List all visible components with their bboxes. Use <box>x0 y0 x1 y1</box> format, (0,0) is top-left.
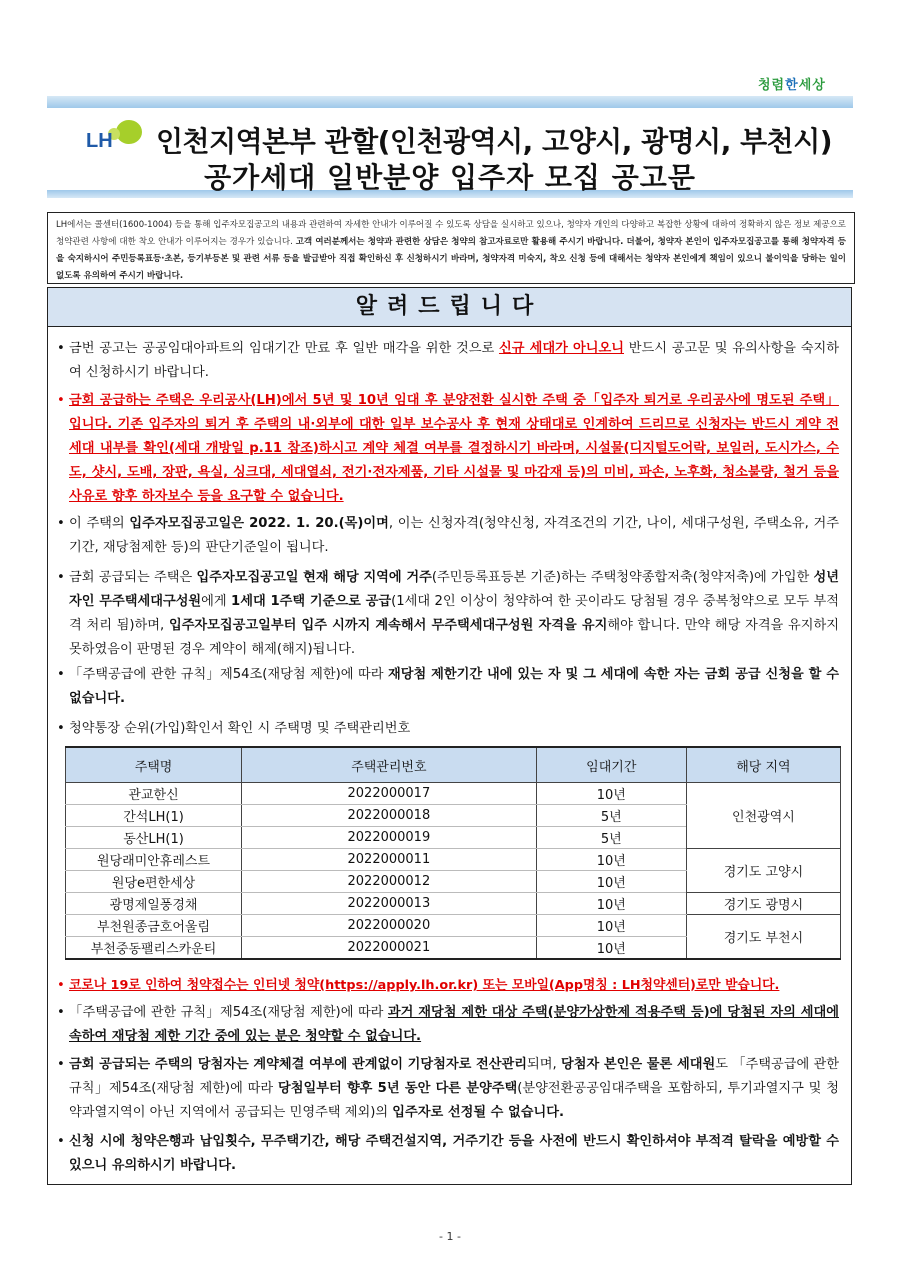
cell-name: 간석LH(1) <box>66 805 242 827</box>
cell-name: 관교한신 <box>66 783 242 805</box>
bullet: • <box>57 721 65 736</box>
cell-code: 2022000011 <box>242 849 537 871</box>
paragraph-new-household <box>57 337 839 385</box>
housing-table <box>65 746 841 960</box>
table-row <box>66 893 841 915</box>
bullet: • <box>57 341 65 356</box>
page-title-line-2: 공가세대 일반분양 입주자 모집 공고문 <box>204 161 696 194</box>
p3-bold: 입주자모집공고일은 2022. 1. 20.(목)이며 <box>129 516 389 531</box>
p1-text-c: 반드시 공고문 및 유의사항을 숙지하여 신청하시기 바랍니다. <box>69 341 839 380</box>
p6-text: 청약통장 순위(가입)확인서 확인 시 주택명 및 주택관리번호 <box>69 721 411 736</box>
p1-text-a: 금번 공고는 공공임대아파트의 임대기간 만료 후 일반 매각을 위한 것으로 <box>69 341 499 356</box>
cell-period: 5년 <box>536 827 686 849</box>
p4-text-g: (1세대 2인 이상이 청약하여 한 곳이라도 당첨될 경우 중복청약으로 모두 부적격 처리 됨)하며, <box>69 594 839 633</box>
section-title: 알려드립니다 <box>48 288 851 327</box>
p10-text: 신청 시에 청약은행과 납입횟수, 무주택기간, 해당 주택건설지역, 거주기간 등을 사전에 반드시 확인하셔야 부적격 탈락을 예방할 수 있으니 유의하시기 바랍니다. <box>69 1134 839 1173</box>
lh-logo <box>86 114 152 160</box>
cell-region: 경기도 광명시 <box>686 893 840 915</box>
p8-text-a: 「주택공급에 관한 규칙」제54조(재당첨 제한)에 따라 <box>69 1005 388 1020</box>
p4-text-e: 에게 <box>201 594 232 609</box>
p2-text: 금회 공급하는 주택은 우리공사(LH)에서 5년 및 10년 임대 후 분양전환 실시한 주택 중「입주자 퇴거로 우리공사에 명도된 주택」입니다. 기존 입주자의 퇴거 후 주택의 내·외부에 대한 일부 보수공사 후 현재 상태대로 인계하여 드리므로 신청자는 반드시 계약 전 세대 내부를 확인(세대 개방일 p.11 참조)하시고 계약 체결 여부를 결정하시기 바라며, 시설물(디지털도어락, 보일러, 도시가스, 수도, 샷시, 도배, 장판, 욕실, 싱크대, 세대열쇠, 전기·전자제품, 기타 시설물 및 마감재 등)의 미비, 파손, 노후화, 청소불량, 철거 등을 사유로 향후 하자보수 등을 요구할 수 없습니다. <box>69 393 839 504</box>
col-header-name: 주택명 <box>66 747 242 783</box>
paragraph-housing-condition <box>57 389 839 509</box>
paragraph-online-application <box>57 974 839 998</box>
paragraph-rewin-restriction <box>57 663 839 711</box>
logo-text: LH <box>86 130 113 152</box>
col-header-code: 주택관리번호 <box>242 747 537 783</box>
p7-text: 코로나 19로 인하여 청약접수는 인터넷 청약(https://apply.lh.or.kr) 또는 모바일(App명칭 : LH청약센터)로만 받습니다. <box>69 978 780 993</box>
cell-code: 2022000018 <box>242 805 537 827</box>
cell-period: 5년 <box>536 805 686 827</box>
bullet: • <box>57 393 65 408</box>
cell-code: 2022000020 <box>242 915 537 937</box>
cell-name: 동산LH(1) <box>66 827 242 849</box>
p3-text-a: 이 주택의 <box>69 516 130 531</box>
notice-bold-text: 고객 여러분께서는 청약과 관련한 상담은 청약의 참고자료로만 활용해 주시기 바랍니다. 더불어, 청약자 본인이 입주자모집공고를 통해 청약자격 등을 숙지하시어 주민등록표등·초본, 등기부등본 및 관련 서류 등을 발급받아 직접 확인하신 후 신청하시기 바라며, 청약자격 미숙지, 착오 신청 등에 대해서는 청약자 본인에게 책임이 있으니 불이익을 당하는 일이 없도록 유의하여 주시기 바랍니다. <box>56 237 846 281</box>
bullet: • <box>57 978 65 993</box>
paragraph-pre-check <box>57 1130 839 1178</box>
cell-period: 10년 <box>536 893 686 915</box>
p4-text-a: 금회 공급되는 주택은 <box>69 570 197 585</box>
table-header-row <box>66 747 841 783</box>
p4-bold-f: 1세대 1주택 기준으로 공급 <box>231 594 392 609</box>
p9-bold-e: 당첨일부터 향후 5년 동안 다른 분양주택 <box>278 1081 518 1096</box>
consultation-notice <box>47 212 855 284</box>
p9-bold-g: 입주자로 선정될 수 없습니다. <box>392 1105 564 1120</box>
p9-text-d: 도 「주택공급에 관한 규칙」제54조(재당첨 제한)에 따라 <box>69 1057 840 1096</box>
cell-code: 2022000012 <box>242 871 537 893</box>
cell-region: 경기도 고양시 <box>686 849 840 893</box>
table-row <box>66 783 841 805</box>
p9-bold-a: 금회 공급되는 주택의 당첨자는 계약체결 여부에 관계없이 기당첨자로 전산관리 <box>69 1057 527 1072</box>
bullet: • <box>57 570 65 585</box>
table-row <box>66 915 841 937</box>
cell-code: 2022000021 <box>242 937 537 960</box>
notice-normal-text: LH에서는 콜센터(1600-1004) 등을 통해 입주자모집공고의 내용과 관련하여 자세한 안내가 이루어질 수 있도록 상담을 실시하고 있으나, 청약자 개인의 다양하고 복잡한 상황에 대하여 정확하지 않은 정보 제공으로 청약관련 사항에 대한 착오 안내가 이루어지는 경우가 있습니다. <box>56 220 846 247</box>
cell-name: 부천원종금호어울림 <box>66 915 242 937</box>
p4-text-i: 해야 합니다. 만약 해당 자격을 유지하지 못하였음이 판명된 경우 계약이 해제(해지)됩니다. <box>69 618 839 657</box>
cell-name: 부천중동팰리스카운티 <box>66 937 242 960</box>
bullet: • <box>57 1005 65 1020</box>
p4-text-c: (주민등록표등본 기준)하는 주택청약종합저축(청약저축)에 가입한 <box>431 570 814 585</box>
cell-name: 원당e편한세상 <box>66 871 242 893</box>
paragraph-announcement-date <box>57 512 839 560</box>
p3-text-c: , 이는 신청자격(청약신청, 자격조건의 기간, 나이, 세대구성원, 주택소유, 거주기간, 재당첨제한 등)의 판단기준일이 됩니다. <box>69 516 839 555</box>
p9-bold-c: 당첨자 본인은 물론 세대원 <box>560 1057 716 1072</box>
col-header-period: 임대기간 <box>536 747 686 783</box>
cell-code: 2022000013 <box>242 893 537 915</box>
title-band-top <box>47 96 853 108</box>
p1-highlight: 신규 세대가 아니오니 <box>498 341 624 356</box>
bullet: • <box>57 516 65 531</box>
paragraph-eligibility <box>57 566 839 662</box>
cell-code: 2022000017 <box>242 783 537 805</box>
p4-bold-h: 입주자모집공고일부터 입주 시까지 계속해서 무주택세대구성원 자격을 유지 <box>168 618 608 633</box>
p5-bold: 재당첨 제한기간 내에 있는 자 및 그 세대에 속한 자는 금회 공급 신청을 할 수 없습니다. <box>69 667 839 706</box>
cell-period: 10년 <box>536 783 686 805</box>
cell-period: 10년 <box>536 849 686 871</box>
slogan-part-1: 청렴 <box>758 78 786 93</box>
page-number: - 1 - <box>439 1230 461 1243</box>
bullet: • <box>57 1057 65 1072</box>
cell-period: 10년 <box>536 871 686 893</box>
p8-bold: 과거 재당첨 제한 대상 주택(분양가상한제 적용주택 등)에 당첨된 자의 세대에 속하여 재당첨 제한 기간 중에 있는 분은 청약할 수 없습니다. <box>69 1005 839 1044</box>
col-header-region: 해당 지역 <box>686 747 840 783</box>
cell-period: 10년 <box>536 915 686 937</box>
slogan-part-2: 한 <box>785 78 799 93</box>
p9-text-f: (분양전환공공임대주택을 포함하되, 투기과열지구 및 청약과열지역이 아닌 지역에서 공급되는 민영주택 제외)의 <box>69 1081 839 1120</box>
cell-period: 10년 <box>536 937 686 960</box>
cell-name: 광명제일풍경채 <box>66 893 242 915</box>
table-row <box>66 849 841 871</box>
p4-bold-b: 입주자모집공고일 현재 해당 지역에 거주 <box>196 570 432 585</box>
slogan <box>758 74 826 93</box>
slogan-part-3: 세상 <box>798 78 826 93</box>
paragraph-past-rewin <box>57 1001 839 1049</box>
p4-bold-d: 성년자인 무주택세대구성원 <box>69 570 839 609</box>
p5-text-a: 「주택공급에 관한 규칙」제54조(재당첨 제한)에 따라 <box>69 667 389 682</box>
cell-region: 경기도 부천시 <box>686 915 840 960</box>
cell-code: 2022000019 <box>242 827 537 849</box>
cell-name: 원당래미안휴레스트 <box>66 849 242 871</box>
paragraph-table-intro <box>57 717 839 741</box>
cell-region: 인천광역시 <box>686 783 840 849</box>
page-title-line-1: 인천지역본부 관할(인천광역시, 고양시, 광명시, 부천시) <box>156 125 833 158</box>
paragraph-winner-management <box>57 1053 839 1125</box>
bullet: • <box>57 1134 65 1149</box>
p9-text-b: 되며, <box>526 1057 561 1072</box>
bullet: • <box>57 667 65 682</box>
